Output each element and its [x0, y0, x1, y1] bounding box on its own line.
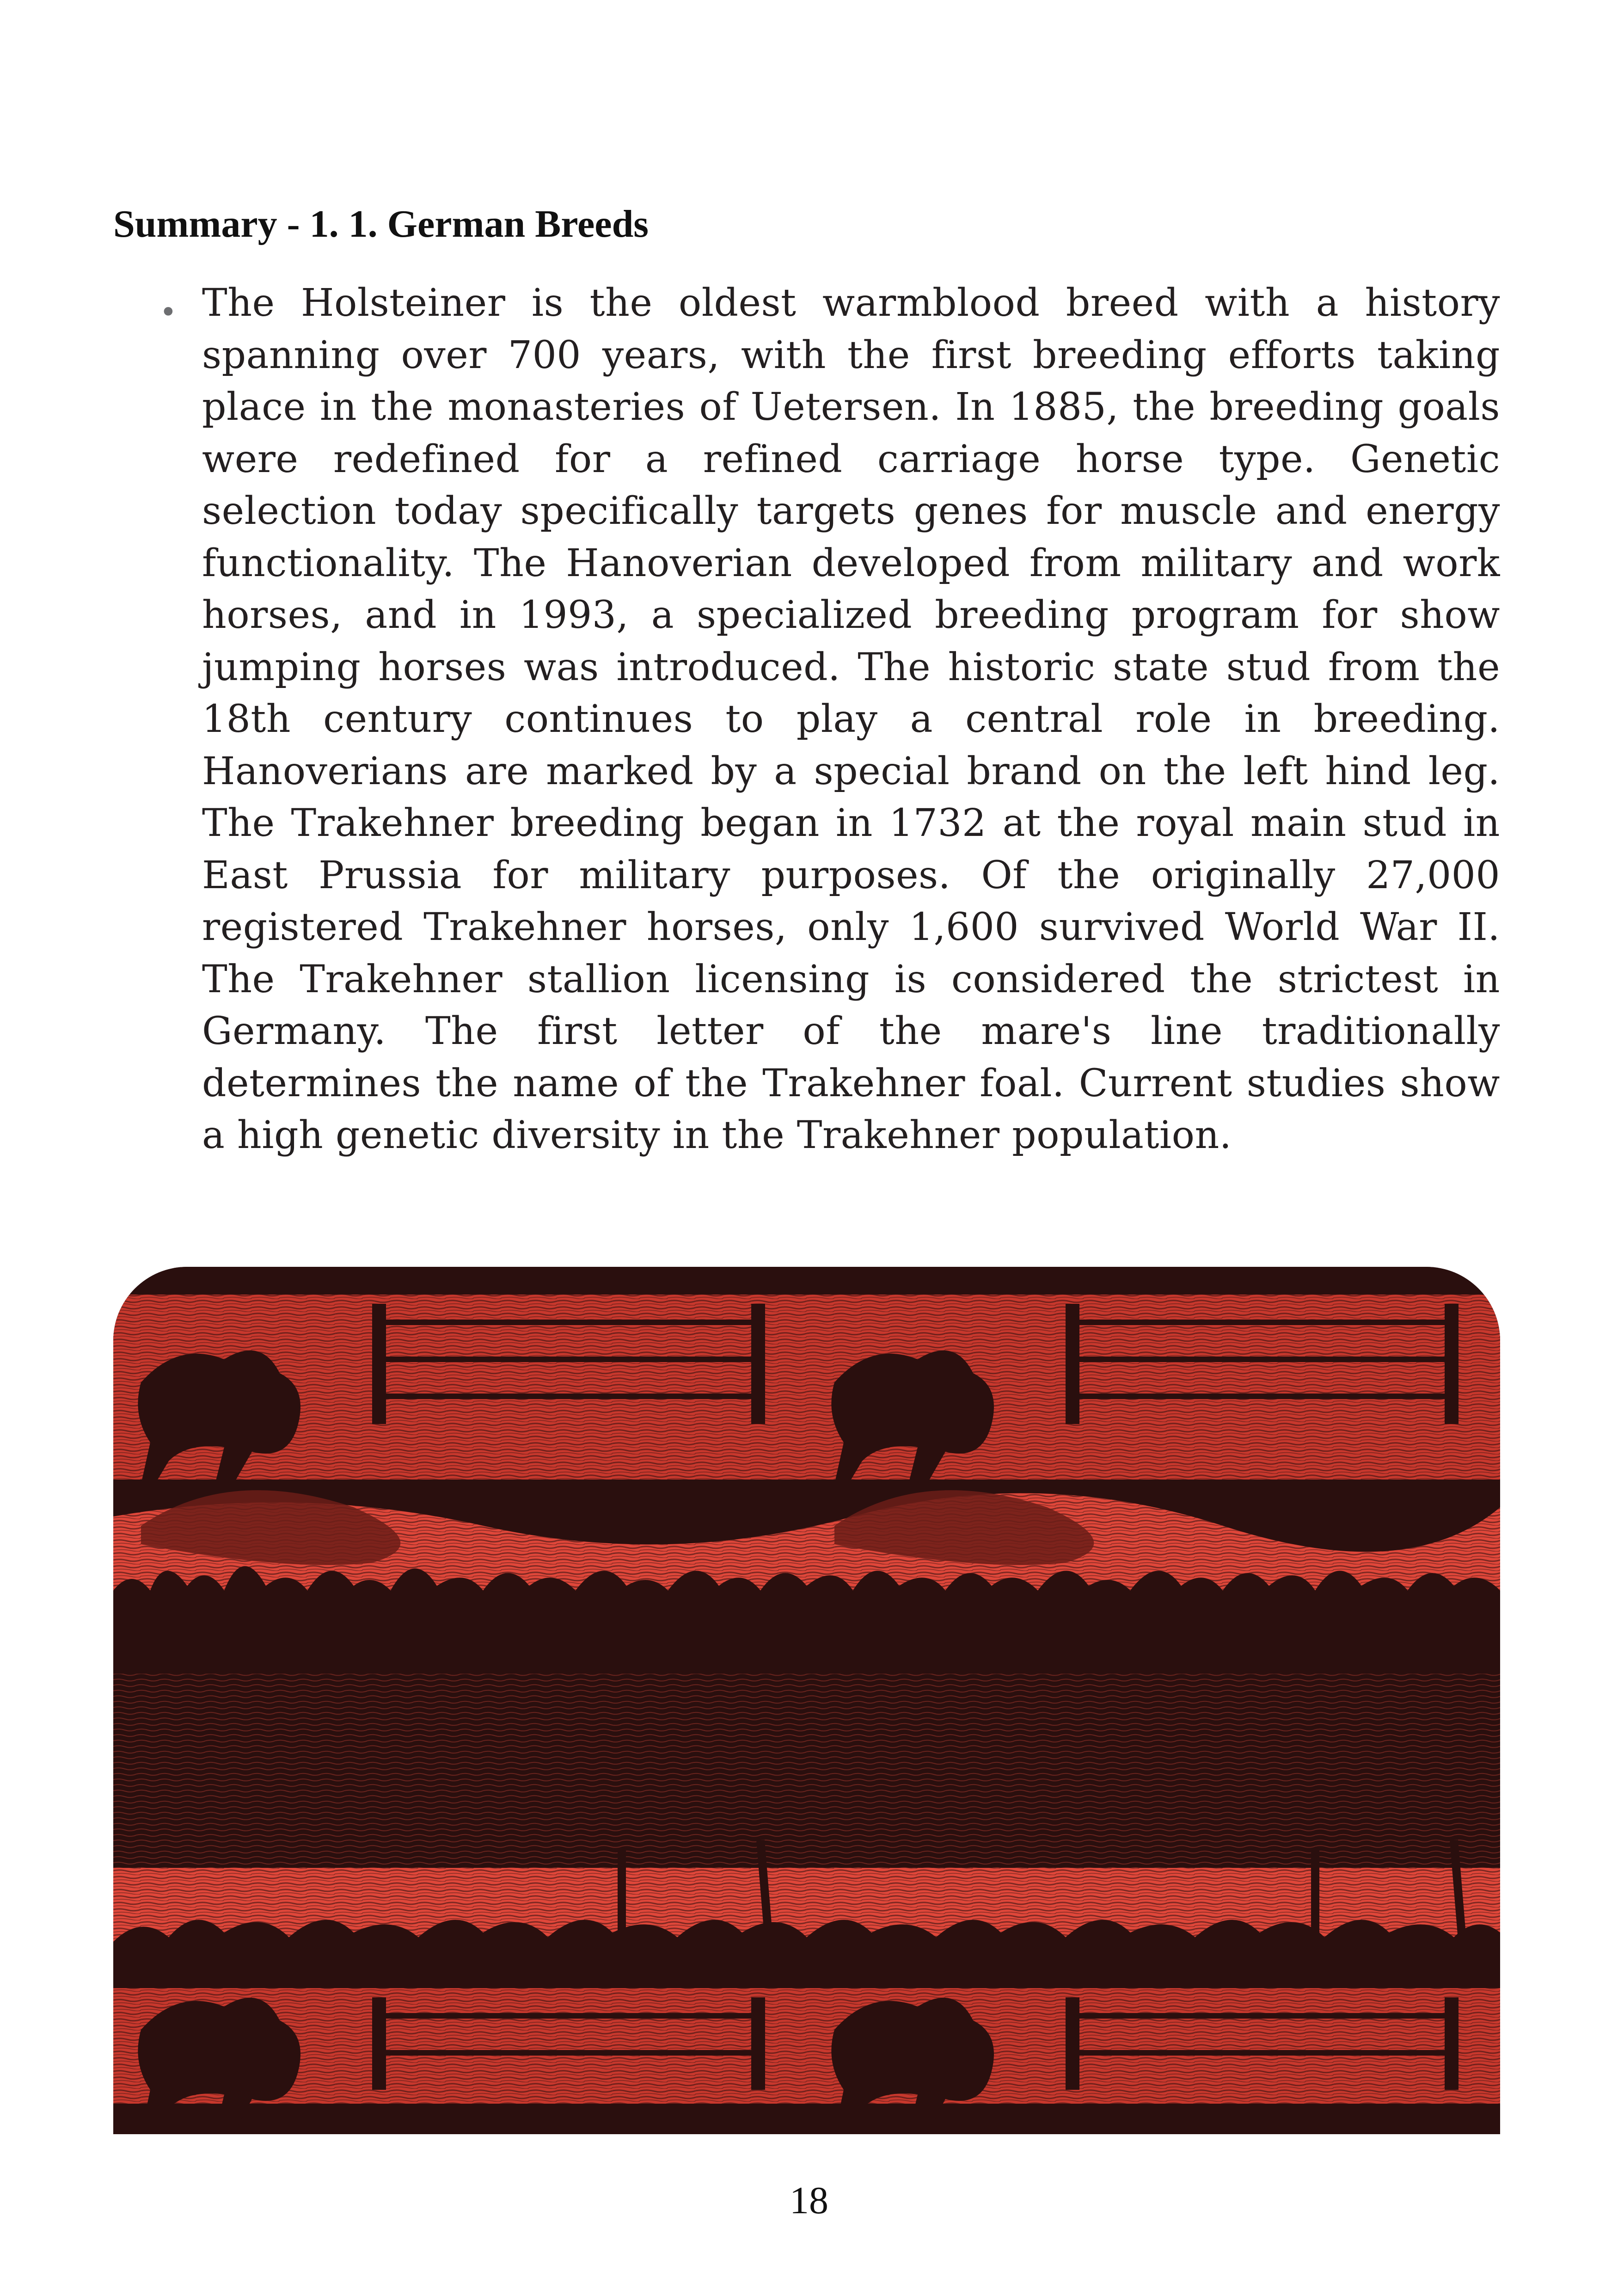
page-number: 18	[790, 2179, 828, 2222]
section-heading: Summary - 1. 1. German Breeds	[113, 203, 649, 246]
horse-illustration	[113, 1267, 1500, 2134]
bullet-icon: •	[159, 295, 177, 330]
summary-paragraph: The Holsteiner is the oldest warmblood breed with a history spanning over 700 years, with the first breeding efforts taking place in the monasteries of Uetersen. In 1885, the breeding goals were redefined for a refined carriage horse type. Genetic selection today specifically targets genes for muscle and energy functionality. The Hanoverian developed from military and work horses, and in 1993, a specialized breeding program for show jumping horses was introduced. The historic state stud from the 18th century continues to play a central role in breeding. Hanoverians are marked by a special brand on the left hind leg. The Trakehner breeding began in 1732 at the royal main stud in East Prussia for military purposes. Of the originally 27,000 registered Trakehner horses, only 1,600 survived World War II. The Trakehner stallion licensing is considered the strictest in Germany. The first letter of the mare's line traditionally determines the name of the Trakehner foal. Current studies show a high genetic diversity in the Trakehner population.	[202, 281, 1500, 1157]
